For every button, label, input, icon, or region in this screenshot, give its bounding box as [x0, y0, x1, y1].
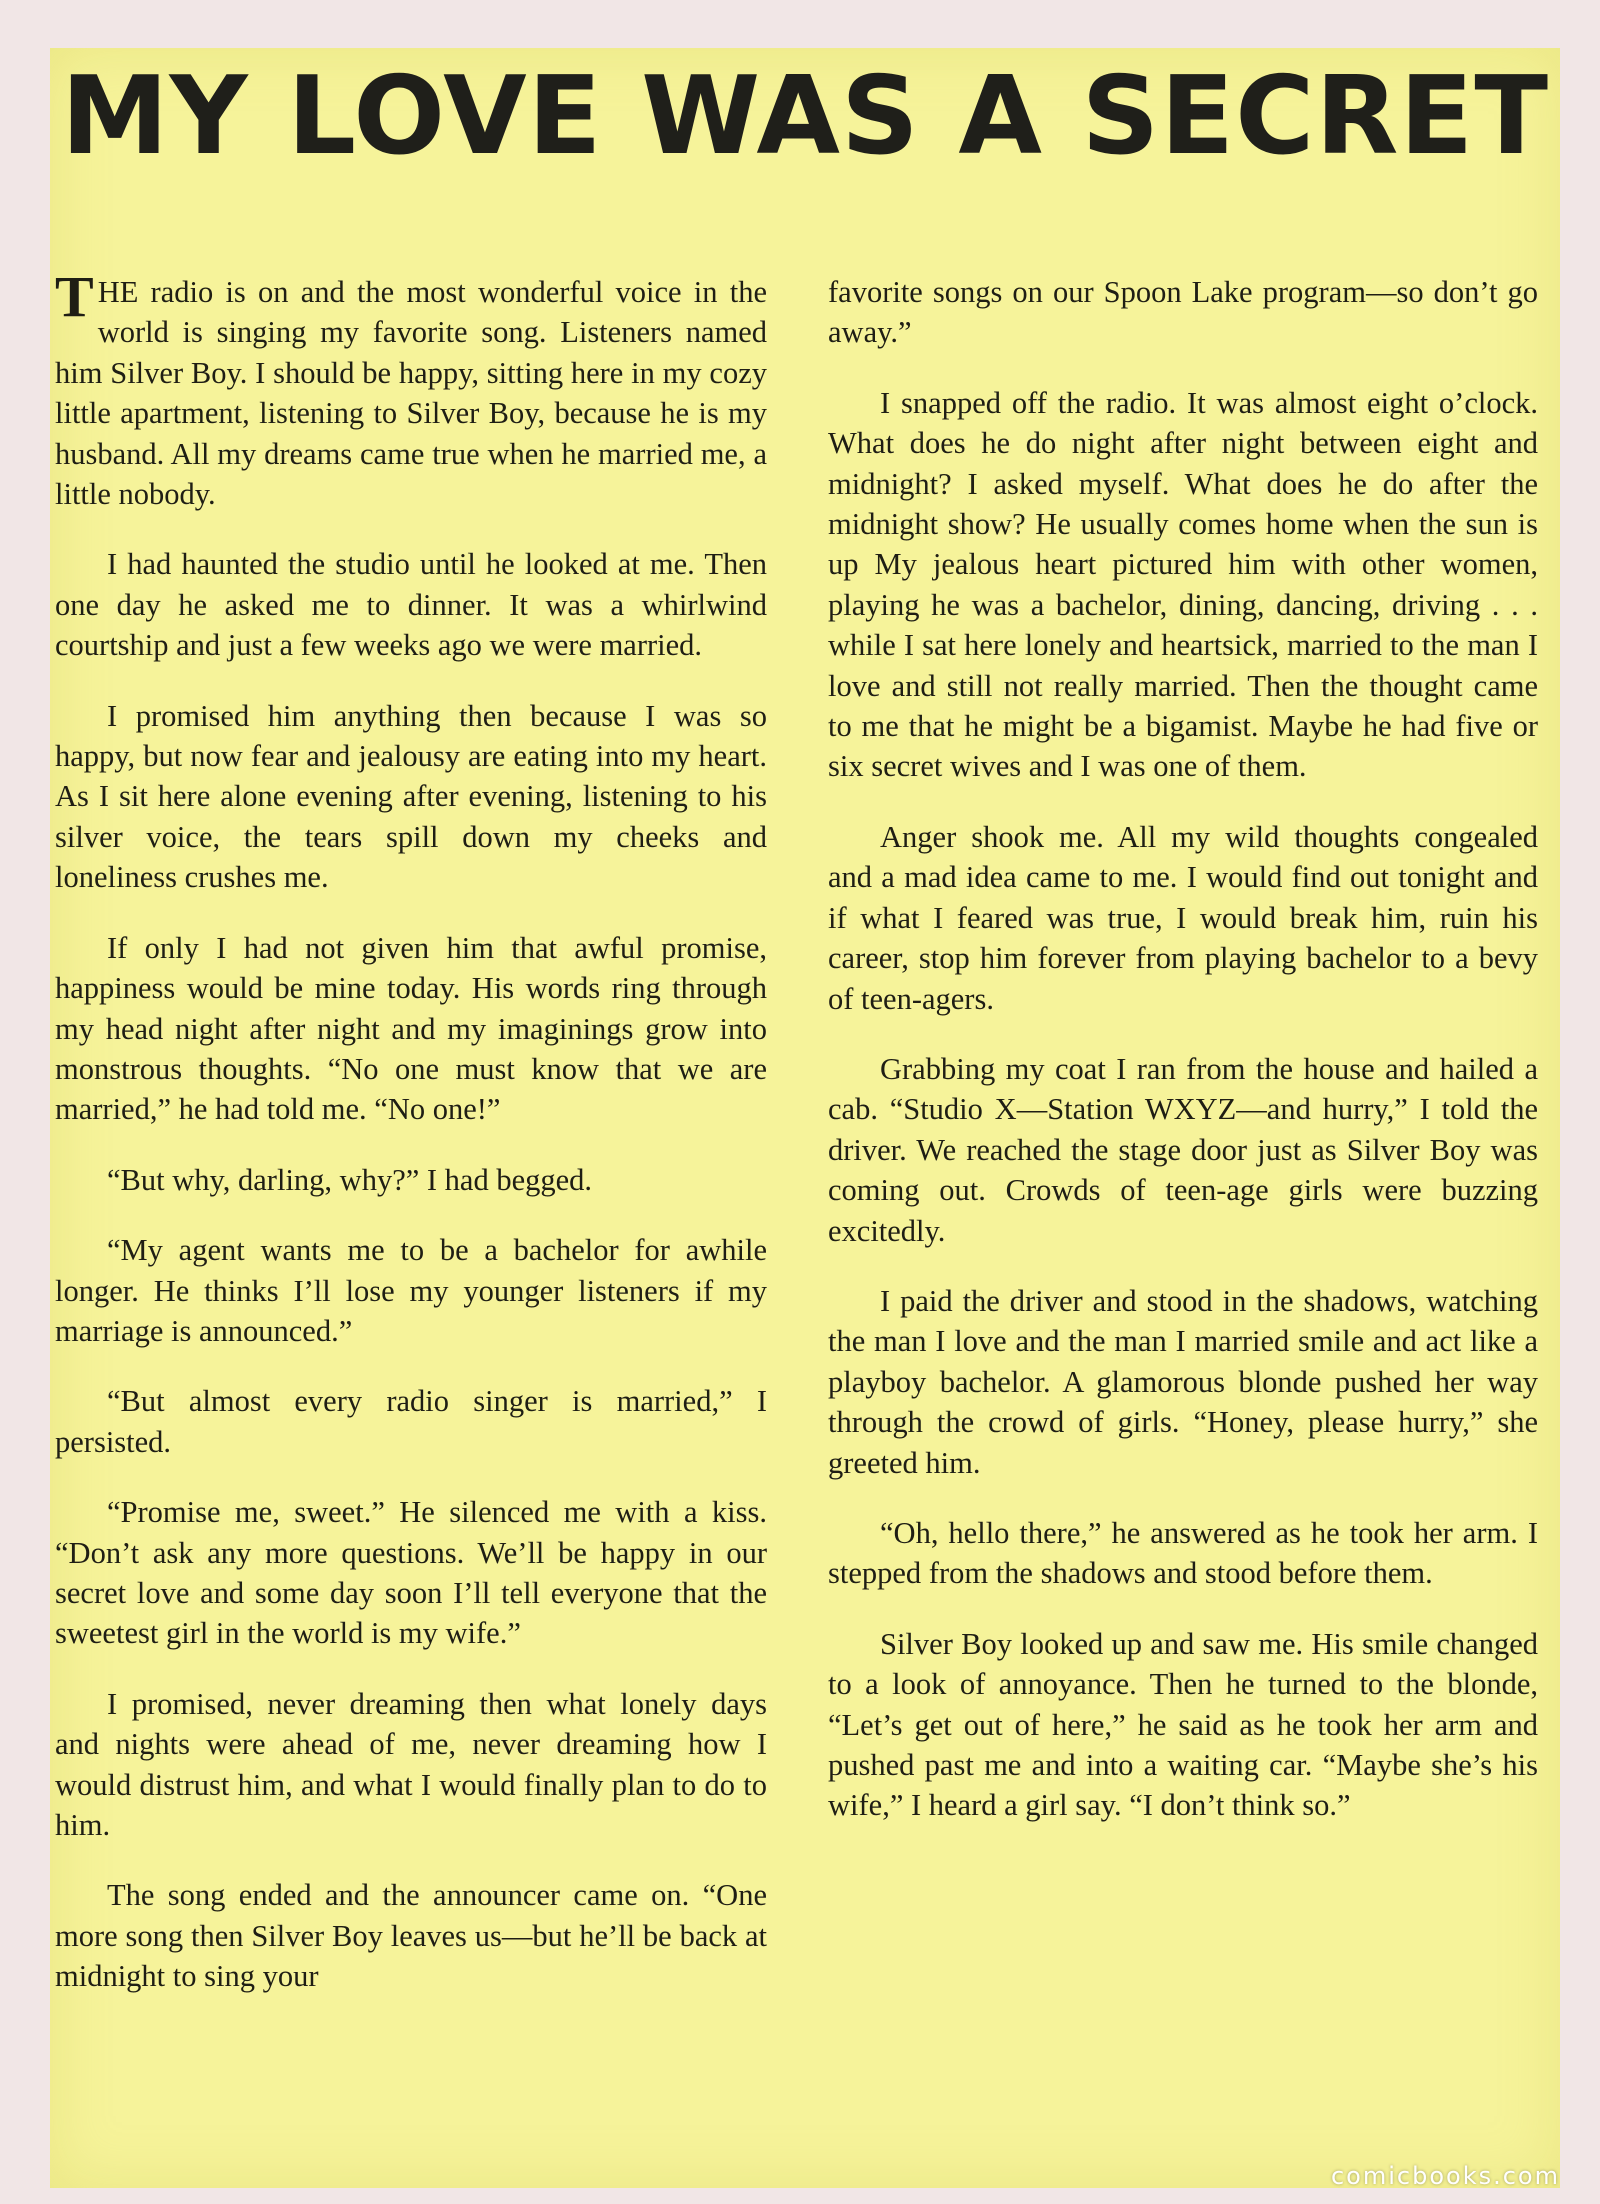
left-text-column: [55, 264, 767, 2027]
watermark-text: comicbooks.com: [1330, 2162, 1560, 2190]
story-paragraph: I promised him anything then because I was so happy, but now fear and jealousy are eating into my heart. As I sit here alone evening after evening, listening to his silver voice, the tears spill down my cheeks and loneliness crushes me.: [55, 698, 767, 895]
story-paragraph: If only I had not given him that awful promise, happiness would be mine today. His words ring through my head night after night and my imaginings grow into monstrous thoughts. “No one must know that we are married,” he had told me. “No one!”: [55, 930, 767, 1127]
drop-cap: T: [55, 264, 94, 329]
story-paragraph: Anger shook me. All my wild thoughts congealed and a mad idea came to me. I would find out tonight and if what I feared was true, I would break him, ruin his career, stop him forever from playing bachelor to a bevy of teen-agers.: [828, 819, 1538, 1016]
story-paragraph: “My agent wants me to be a bachelor for awhile longer. He thinks I’ll lose my younger listeners if my marriage is announced.”: [55, 1233, 767, 1348]
opening-paragraph: [55, 264, 767, 514]
story-paragraph: I promised, never dreaming then what lonely days and nights were ahead of me, never dreaming how I would distrust him, and what I would finally plan to do to him.: [55, 1686, 767, 1842]
story-paragraph: Grabbing my coat I ran from the house and hailed a cab. “Studio X—Station WXYZ—and hurry,” I told the driver. We reached the stage door just as Silver Boy was coming out. Crowds of teen-age girls were buzzing excitedly.: [828, 1051, 1538, 1248]
story-paragraph: “But almost every radio singer is married,” I persisted.: [55, 1384, 767, 1459]
story-title: MY LOVE WAS A SECRET: [61, 54, 1549, 179]
opening-paragraph-text: HE radio is on and the most wonderful voice in the world is singing my favorite song. Listeners named him Silver Boy. I should be happy, sitting here in my cozy little apartment, listening to Silver Boy, because he is my husband. All my dreams came true when he married me, a little nobody.: [55, 275, 767, 512]
story-paragraph: “But why, darling, why?” I had begged.: [107, 1162, 593, 1197]
story-paragraph: Silver Boy looked up and saw me. His smile changed to a look of annoyance. Then he turned to the blonde, “Let’s get out of here,” he said as he took her arm and pushed past me and into a waiting car. “Maybe she’s his wife,” I heard a girl say. “I don’t think so.”: [828, 1626, 1538, 1823]
story-paragraph: “Promise me, sweet.” He silenced me with a kiss. “Don’t ask any more questions. We’ll be happy in our secret love and some day soon I’ll tell everyone that the sweetest girl in the world is my wife.”: [55, 1495, 767, 1651]
continued-paragraph: favorite songs on our Spoon Lake program—so don’t go away.”: [828, 275, 1538, 350]
story-paragraph: “Oh, hello there,” he answered as he took her arm. I stepped from the shadows and stood before them.: [828, 1515, 1538, 1591]
right-text-column: [828, 272, 1538, 1856]
story-paragraph: I had haunted the studio until he looked at me. Then one day he asked me to dinner. It was a whirlwind courtship and just a few weeks ago we were married.: [55, 547, 767, 663]
story-paragraph: The song ended and the announcer came on. “One more song then Silver Boy leaves us—but he’ll be back at midnight to sing your: [55, 1878, 767, 1994]
story-paragraph: I paid the driver and stood in the shadows, watching the man I love and the man I married smile and act like a playboy bachelor. A glamorous blonde pushed her way through the crowd of girls. “Honey, please hurry,” she greeted him.: [828, 1283, 1538, 1480]
story-paragraph: I snapped off the radio. It was almost eight o’clock. What does he do night after night between eight and midnight? I asked myself. What does he do after the midnight show? He usually comes home when the sun is up My jealous heart pictured him with other women, playing he was a bachelor, dining, dancing, driving . . . while I sat here lonely and heartsick, married to the man I love and still not really married. Then the thought came to me that he might be a bigamist. Maybe he had five or six secret wives and I was one of them.: [828, 385, 1538, 784]
